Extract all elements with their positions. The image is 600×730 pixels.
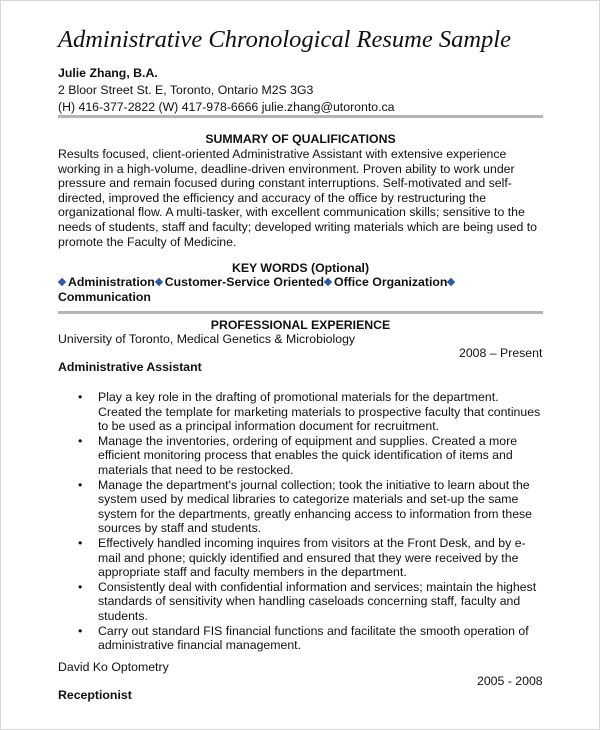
summary-line: Results focused, client-oriented Administrative Assistant with extensive experience xyxy=(58,147,507,161)
keyword: Communication xyxy=(58,290,151,304)
keyword: Customer-Service Oriented xyxy=(164,275,324,289)
bullet-icon: • xyxy=(78,579,83,594)
bullet-line: Manage the inventories, ordering of equipment and supplies. Created a more xyxy=(98,433,518,448)
bullet-line: system for the departments, greatly enhancing access to information from these xyxy=(98,506,533,521)
list-item xyxy=(58,434,548,478)
bullet-line: materials that need to be restocked. xyxy=(98,462,294,477)
bullet-icon: • xyxy=(78,535,83,550)
summary-line: needs of students, staff and faculty; developed writing materials which are being used to xyxy=(58,219,537,234)
bullet-line: appropriate staff and faculty members in the department. xyxy=(98,565,407,580)
divider xyxy=(58,115,543,118)
job-title: Receptionist xyxy=(58,688,132,702)
bullet-line: sources by staff and students. xyxy=(98,521,262,536)
bullet-line: Consistently deal with confidential information and services; maintain the highest xyxy=(98,579,537,594)
bullet-line: Created the template for marketing materials to prospective faculty that continues xyxy=(98,404,541,419)
list-item xyxy=(58,536,548,580)
diamond-icon xyxy=(58,278,66,286)
keywords-list xyxy=(58,275,457,290)
bullet-line: Play a key role in the drafting of promotional materials for the department. xyxy=(98,390,499,404)
summary-line: organizational flow. A multi-tasker, with excellent communication skills; sensitive to the xyxy=(58,205,525,220)
list-item xyxy=(58,390,548,434)
bullet-line: Carry out standard FIS financial functions and facilitate the smooth operation of xyxy=(98,623,529,638)
bullet-line: standards of sensitivity when handling caseloads concerning staff, faculty and xyxy=(98,594,521,609)
summary-line: working in a high-volume, deadline-driven environment. Proven ability to work under xyxy=(58,161,515,176)
summary-heading: SUMMARY OF QUALIFICATIONS xyxy=(205,132,396,146)
document-title: Administrative Chronological Resume Sample xyxy=(58,26,511,53)
bullet-line: Effectively handled incoming inquires from visitors at the Front Desk, and by e- xyxy=(98,535,526,550)
list-item xyxy=(58,580,548,624)
candidate-name: Julie Zhang, B.A. xyxy=(58,66,158,80)
bullet-line: system used by medical libraries to categorize materials and set-up the same xyxy=(98,492,519,507)
summary-line: pressure and remain focused during constant interruptions. Self-motivated and self- xyxy=(58,176,512,191)
responsibilities-list xyxy=(58,390,548,653)
experience-heading: PROFESSIONAL EXPERIENCE xyxy=(210,318,391,332)
keyword: Administration xyxy=(68,275,155,289)
summary-line: promote the Faculty of Medicine. xyxy=(58,234,237,249)
diamond-icon xyxy=(155,278,163,286)
bullet-line: students. xyxy=(98,608,148,623)
bullet-line: efficient monitoring process that enables the quick identification of items and xyxy=(98,448,513,463)
job-title: Administrative Assistant xyxy=(58,360,202,374)
diamond-icon xyxy=(447,278,455,286)
summary-text xyxy=(58,147,548,249)
diamond-icon xyxy=(324,278,332,286)
phones-email: (H) 416-377-2822 (W) 417-978-6666 julie.zhang@utoronto.ca xyxy=(58,100,395,114)
bullet-line: Manage the department's journal collection; took the initiative to learn about the xyxy=(98,477,530,492)
bullet-line: mail and phone; quickly identified and ensured that they were received by the xyxy=(98,550,519,565)
bullet-icon: • xyxy=(78,623,83,638)
keyword: Office Organization xyxy=(334,275,448,289)
job-dates: 2005 - 2008 xyxy=(477,674,543,688)
bullet-icon: • xyxy=(78,390,83,404)
summary-line: directed, improved the efficiency and accuracy of the office by restructuring the xyxy=(58,190,487,205)
bullet-line: administrative financial management. xyxy=(98,638,302,653)
list-item xyxy=(58,624,548,653)
contact-block xyxy=(58,65,395,116)
divider xyxy=(58,311,543,314)
bullet-line: to be used as a principal information document for recruitment. xyxy=(98,419,440,434)
list-item xyxy=(58,478,548,536)
keywords-heading: KEY WORDS (Optional) xyxy=(231,261,370,275)
bullet-icon: • xyxy=(78,477,83,492)
address: 2 Bloor Street St. E, Toronto, Ontario M2S 3G3 xyxy=(58,83,314,97)
job-dates: 2008 – Present xyxy=(459,346,543,360)
bullet-icon: • xyxy=(78,433,83,448)
employer: University of Toronto, Medical Genetics & Microbiology xyxy=(58,332,356,346)
employer: David Ko Optometry xyxy=(58,660,169,674)
